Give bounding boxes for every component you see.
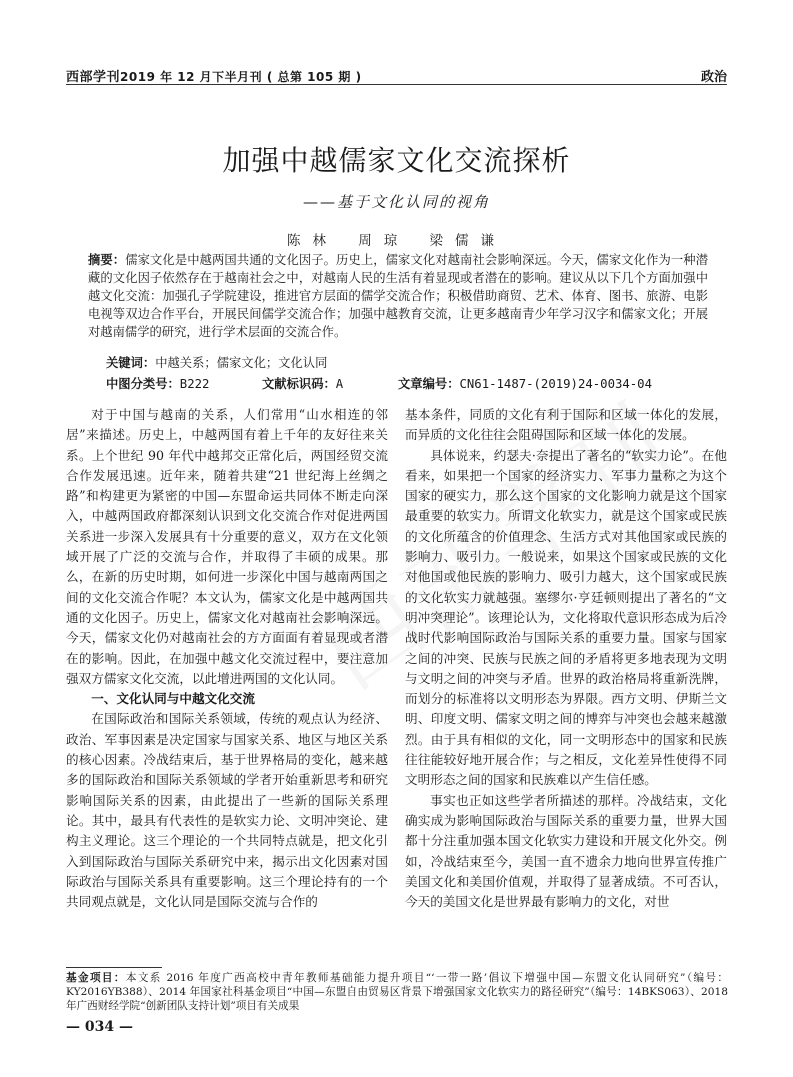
keywords — [106, 353, 327, 371]
keywords-label: 关键词： — [106, 356, 156, 370]
doc-code-label: 文献标识码： — [262, 377, 336, 391]
author-name: 梁儒谦 — [429, 233, 507, 249]
header-rule — [66, 84, 727, 85]
article-number-value: CN61-1487-(2019)24-0034-04 — [459, 377, 652, 391]
running-header — [66, 60, 727, 84]
clc-value: B222 — [179, 377, 210, 391]
paragraph: 对于中国与越南的关系，人们常用“山水相连的邻居”来描述。历史上，中越两国有着上千年的友好往来关系。上个世纪 90 年代中越邦交正常化后，两国经贸交流合作发展迅速。近年来，随着共建“21 世纪海上丝绸之路”和构建更为紧密的中国—东盟命运共同体不断走向深入，中越两国政府都深刻认识到文化交流合作对促进两国关系进一步深入发展具有十分重要的意义，双方在文化领域开展了广泛的交流与合作，并取得了丰硕的成果。那么，在新的历史时期，如何进一步深化中国与越南两国之间的文化交流合作呢？本文认为，儒家文化是中越两国共通的文化因子。历史上，儒家文化对越南社会影响深远。今天，儒家文化仍对越南社会的方方面面有着显现或者潜在的影响。因此，在加强中越文化交流过程中，要注意加强双方儒家文化交流，以此增进两国的文化认同。 — [66, 407, 388, 686]
section-heading: 一、文化认同与中越文化交流 — [91, 691, 255, 707]
doc-code — [262, 374, 343, 392]
journal-title: 西部学刊 — [66, 70, 121, 85]
section-name: 政治 — [700, 70, 727, 85]
paragraph: 具体说来，约瑟夫·奈提出了著名的“软实力论”。在他看来，如果把一个国家的经济实力、军事力量称之为这个国家的硬实力，那么这个国家的文化影响力就是这个国家最重要的软实力。所谓文化软实力，就是这个国家或民族的文化所蕴含的价值理念、生活方式对其他国家或民族的影响力、吸引力。一般说来，如果这个国家或民族的文化对他国或他民族的影响力、吸引力越大，这个国家或民族的文化软实力就越强。塞缪尔·亨廷顿则提出了著名的“文明冲突理论”。该理论认为，文化将取代意识形态成为后冷战时代影响国际政治与国际关系的重要力量。国家与国家之间的冲突、民族与民族之间的矛盾将更多地表现为文明与文明之间的冲突与矛盾。世界的政治格局将重新洗牌，而划分的标准将以文明形态为界限。西方文明、伊斯兰文明、印度文明、儒家文明之间的博弈与冲突也会越来越激烈。由于具有相似的文化，同一文明形态中的国家和民族往往能较好地开展合作；与之相反，文化差异性使得不同文明形态之间的国家和民族难以产生信任感。 — [405, 447, 727, 788]
article-title: 加强中越儒家文化交流探析 — [222, 144, 571, 177]
article-number-label: 文章编号： — [398, 377, 460, 391]
clc-code — [106, 374, 209, 392]
author-name: 陈林 — [286, 233, 338, 249]
footnote-label: 基金项目： — [66, 972, 126, 984]
abstract-text: 儒家文化是中越两国共通的文化因子。历史上，儒家文化对越南社会影响深远。今天，儒家文化作为一种潜藏的文化因子依然存在于越南社会之中，对越南人民的生活有着显现或者潜在的影响。建议从以下几个方面加强中越文化交流：加强孔子学院建设，推进官方层面的儒学交流合作；积极借助商贸、艺术、体育、图书、旅游、电影电视等双边合作平台，开展民间儒学交流合作；加强中越教育交流，让更多越南青少年学习汉字和儒家文化；开展对越南儒学的研究，进行学术层面的交流合作。 — [88, 253, 708, 339]
abstract — [88, 251, 708, 341]
paragraph: 基本条件，同质的文化有利于国际和区域一体化的发展，而异质的文化往往会阻碍国际和区域一体化的发展。 — [405, 407, 727, 443]
footnote-rule — [66, 967, 162, 968]
page-number: — 034 — — [66, 1019, 133, 1035]
article-number — [398, 374, 652, 392]
abstract-label: 摘要： — [88, 253, 126, 267]
footnote-text: 本文系 2016 年度广西高校中青年教师基础能力提升项目“‘一带一路’倡议下增强中国—东盟文化认同研究”（编号：KY2016YB388）、2014 年国家社科基金项目“中国—东盟自由贸易区背景下增强国家文化软实力的路径研究”（编号：14BKS063）、2018 年广西财经学院“创新团队支持计划”项目有关成果 — [66, 972, 728, 1012]
body-column-right — [405, 405, 727, 912]
journal-name — [66, 66, 362, 85]
keywords-text: 中越关系；儒家文化；文化认同 — [155, 356, 328, 370]
article-subtitle: ——基于文化认同的视角 — [302, 193, 490, 211]
paragraph: 在国际政治和国际关系领域，传统的观点认为经济、政治、军事因素是决定国家与国家关系、地区与地区关系的核心因素。冷战结束后，基于世界格局的变化，越来越多的国际政治和国际关系领域的学者开始重新思考和研究影响国际关系的因素，由此提出了一些新的国际关系理论。其中，最具有代表性的是软实力论、文明冲突论、建构主义理论。这三个理论的一个共同特点就是，把文化引入到国际政治与国际关系研究中来，揭示出文化因素对国际政治与国际关系具有重要影响。这三个理论持有的一个共同观点就是，文化认同是国际交流与合作的 — [66, 711, 388, 910]
author-list — [0, 229, 793, 249]
body-column-left — [66, 405, 388, 912]
clc-label: 中图分类号： — [106, 377, 180, 391]
paragraph: 事实也正如这些学者所描述的那样。冷战结束，文化确实成为影响国际政治与国际关系的重要力量，世界大国都十分注重加强本国文化软实力建设和开展文化外交。例如，冷战结束至今，美国一直不遗余力地向世界宣传推广美国文化和美国价值观，并取得了显著成绩。不可否认，今天的美国文化是世界最有影响力的文化，对世 — [405, 792, 727, 910]
doc-code-value: A — [335, 377, 344, 391]
issue-info: 2019 年 12 月下半月刊 ( 总第 105 期 ) — [120, 70, 362, 84]
author-name: 周琼 — [358, 233, 410, 249]
footnote — [66, 971, 728, 1013]
